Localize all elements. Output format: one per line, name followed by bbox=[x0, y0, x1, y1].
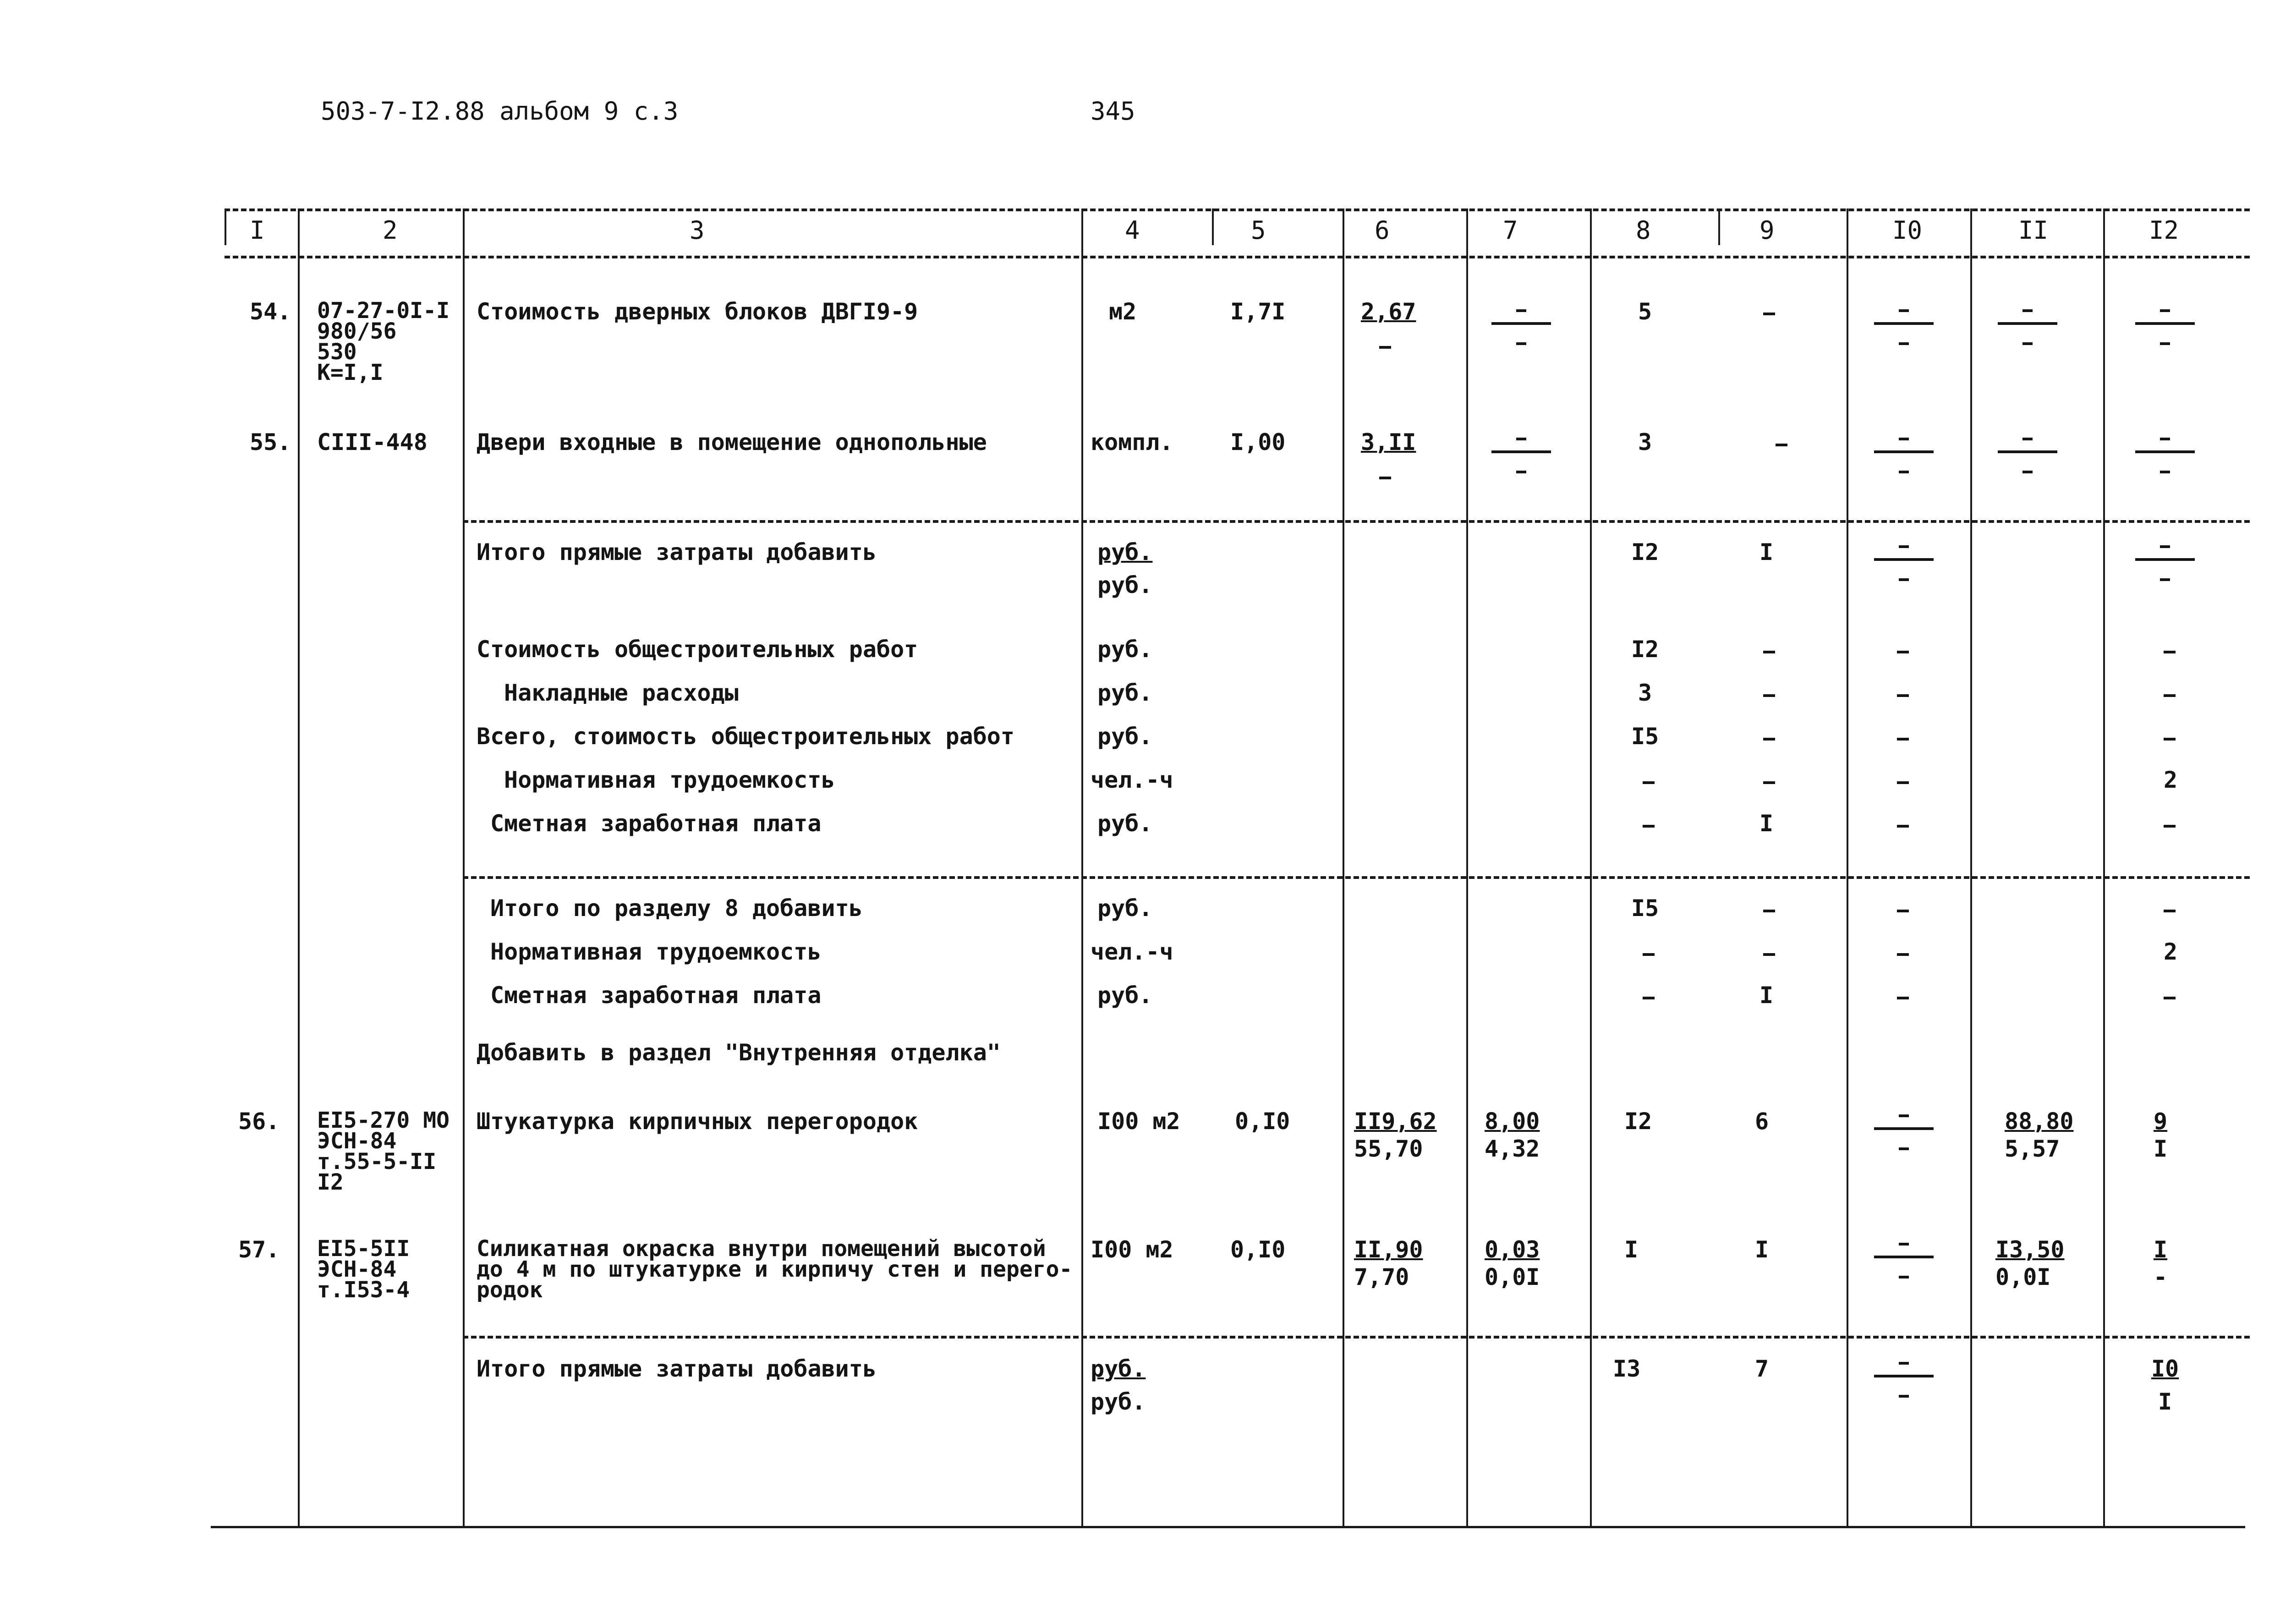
empty-mark bbox=[1897, 738, 1909, 741]
cell-c8: I2 bbox=[1624, 1108, 1652, 1135]
col-header: 2 bbox=[383, 216, 398, 245]
empty-mark bbox=[2164, 825, 2176, 828]
unit: чел.-ч bbox=[1091, 767, 1173, 793]
row-number: 55. bbox=[250, 429, 291, 455]
cell-c7-bottom: 4,32 bbox=[1485, 1136, 1540, 1162]
rate-code: 980/56 bbox=[317, 318, 397, 344]
cell-c7-top: 0,03 bbox=[1485, 1236, 1540, 1263]
page-number: 345 bbox=[1091, 97, 1135, 126]
empty-fraction bbox=[2135, 536, 2195, 587]
document-code: 503-7-I2.88 альбом 9 с.3 bbox=[321, 97, 679, 126]
empty-fraction bbox=[1874, 300, 1934, 351]
col-header: I0 bbox=[1892, 216, 1923, 245]
cell-c8: 3 bbox=[1638, 429, 1652, 455]
col-header: 9 bbox=[1759, 216, 1775, 245]
row-number: 54. bbox=[250, 298, 291, 325]
work-name: Стоимость дверных блоков ДВГI9-9 bbox=[477, 298, 918, 325]
empty-mark bbox=[1897, 694, 1909, 697]
summary-label: Всего, стоимость общестроительных работ bbox=[477, 723, 1014, 750]
empty-mark bbox=[1897, 910, 1909, 912]
empty-fraction bbox=[1874, 1353, 1934, 1403]
col-header: II bbox=[2018, 216, 2049, 245]
cell-c11-bottom: 5,57 bbox=[2005, 1136, 2060, 1162]
empty-mark bbox=[1643, 953, 1655, 956]
summary-label: Нормативная трудоемкость bbox=[504, 767, 835, 793]
cell-c6-top: II9,62 bbox=[1354, 1108, 1437, 1135]
cell-c9: 6 bbox=[1755, 1108, 1769, 1135]
unit: руб. bbox=[1097, 539, 1153, 565]
empty-mark bbox=[1763, 953, 1775, 956]
row-number: 57. bbox=[238, 1236, 280, 1263]
cell-c12-bottom: I bbox=[2154, 1136, 2168, 1162]
col-header: 8 bbox=[1636, 216, 1651, 245]
summary-label: Сметная заработная плата bbox=[490, 810, 822, 837]
empty-mark bbox=[1379, 346, 1391, 349]
empty-mark bbox=[1643, 781, 1655, 784]
cell-c12: 2 bbox=[2164, 767, 2178, 793]
cell-c6: 3,II bbox=[1361, 429, 1416, 455]
cell-c8: I2 bbox=[1631, 539, 1659, 565]
summary-label: Сметная заработная плата bbox=[490, 982, 822, 1009]
unit: руб. bbox=[1097, 982, 1153, 1009]
cell-c12-top: I bbox=[2154, 1236, 2168, 1263]
unit: руб. bbox=[1097, 680, 1153, 706]
empty-mark bbox=[1763, 738, 1775, 741]
rate-code: ЭСН-84 bbox=[317, 1256, 397, 1282]
quantity: 0,I0 bbox=[1230, 1236, 1286, 1263]
empty-fraction bbox=[1874, 536, 1934, 587]
empty-mark bbox=[1897, 997, 1909, 999]
rate-code: ЕI5-270 МО bbox=[317, 1108, 449, 1133]
empty-mark bbox=[1763, 694, 1775, 697]
unit: компл. bbox=[1091, 429, 1173, 455]
empty-mark bbox=[1897, 953, 1909, 956]
section-title: Добавить в раздел "Внутренняя отделка" bbox=[477, 1039, 1001, 1066]
empty-fraction bbox=[1874, 428, 1934, 479]
cell-c12-top: 9 bbox=[2154, 1108, 2168, 1135]
empty-mark bbox=[2164, 738, 2176, 741]
cell-c6-bottom: 7,70 bbox=[1354, 1264, 1409, 1290]
empty-fraction bbox=[1491, 428, 1551, 479]
cell-c7-bottom: 0,0I bbox=[1485, 1264, 1540, 1290]
cell-c12-top: I0 bbox=[2151, 1355, 2179, 1382]
quantity: I,00 bbox=[1230, 429, 1286, 455]
unit: руб. bbox=[1091, 1355, 1146, 1382]
cell-c8: I3 bbox=[1613, 1355, 1641, 1382]
empty-mark bbox=[1379, 477, 1391, 479]
cell-c8: I5 bbox=[1631, 723, 1659, 750]
empty-mark bbox=[1763, 651, 1775, 653]
col-header: I2 bbox=[2149, 216, 2179, 245]
unit: руб. bbox=[1097, 895, 1153, 922]
empty-fraction bbox=[1998, 428, 2057, 479]
rate-code: т.55-5-II bbox=[317, 1149, 437, 1174]
cell-c11-top: I3,50 bbox=[1995, 1236, 2065, 1263]
empty-mark bbox=[2164, 694, 2176, 697]
empty-mark bbox=[1763, 313, 1775, 315]
cell-c12: 2 bbox=[2164, 938, 2178, 965]
work-name: Силикатная окраска внутри помещений высотой bbox=[477, 1236, 1046, 1262]
cell-c9: I bbox=[1759, 810, 1774, 837]
empty-mark bbox=[1643, 825, 1655, 828]
col-header: 5 bbox=[1251, 216, 1266, 245]
empty-mark bbox=[1776, 444, 1787, 446]
summary-label: Накладные расходы bbox=[504, 680, 739, 706]
unit: I00 м2 bbox=[1091, 1236, 1173, 1263]
rate-code: К=I,I bbox=[317, 360, 384, 385]
rate-code: т.I53-4 bbox=[317, 1277, 410, 1303]
empty-fraction bbox=[1998, 300, 2057, 351]
empty-mark bbox=[1897, 781, 1909, 784]
subtotal-label: Итого прямые затраты добавить bbox=[477, 539, 877, 565]
unit: руб. bbox=[1091, 1388, 1146, 1415]
cell-c8: I bbox=[1624, 1236, 1639, 1263]
empty-fraction bbox=[1491, 300, 1551, 351]
summary-label: Стоимость общестроительных работ bbox=[477, 636, 918, 663]
cell-c11-bottom: 0,0I bbox=[1995, 1264, 2051, 1290]
cell-c11-top: 88,80 bbox=[2005, 1108, 2074, 1135]
unit: м2 bbox=[1109, 298, 1137, 325]
subtotal-label: Итого прямые затраты добавить bbox=[477, 1355, 877, 1382]
col-header: 6 bbox=[1375, 216, 1390, 245]
cell-c7-top: 8,00 bbox=[1485, 1108, 1540, 1135]
rate-code: 07-27-0I-I bbox=[317, 298, 449, 324]
cell-c9: I bbox=[1759, 539, 1774, 565]
work-name: Двери входные в помещение однопольные bbox=[477, 429, 987, 455]
rate-code: СIII-448 bbox=[317, 429, 428, 455]
work-name: родок bbox=[477, 1277, 543, 1303]
empty-mark bbox=[2164, 910, 2176, 912]
summary-label: Итого по разделу 8 добавить bbox=[490, 895, 863, 922]
empty-mark bbox=[1897, 651, 1909, 653]
cell-c9: I bbox=[1759, 982, 1774, 1009]
empty-fraction bbox=[1874, 1234, 1934, 1284]
quantity: I,7I bbox=[1230, 298, 1286, 325]
rate-code: I2 bbox=[317, 1169, 344, 1195]
cell-c12-bottom: - bbox=[2154, 1264, 2168, 1290]
cell-c6-top: II,90 bbox=[1354, 1236, 1423, 1263]
work-name: до 4 м по штукатурке и кирпичу стен и перего- bbox=[477, 1256, 1073, 1282]
col-header: 7 bbox=[1503, 216, 1518, 245]
empty-mark bbox=[1763, 910, 1775, 912]
empty-fraction bbox=[2135, 428, 2195, 479]
cell-c9: 7 bbox=[1755, 1355, 1769, 1382]
row-number: 56. bbox=[238, 1108, 280, 1135]
cell-c8: I5 bbox=[1631, 895, 1659, 922]
unit: руб. bbox=[1097, 723, 1153, 750]
empty-mark bbox=[2164, 997, 2176, 999]
cell-c6-bottom: 55,70 bbox=[1354, 1136, 1423, 1162]
summary-label: Нормативная трудоемкость bbox=[490, 938, 822, 965]
cell-c8: 3 bbox=[1638, 680, 1652, 706]
rate-code: 530 bbox=[317, 339, 357, 365]
cell-c8: I2 bbox=[1631, 636, 1659, 663]
empty-mark bbox=[1763, 781, 1775, 784]
unit: I00 м2 bbox=[1097, 1108, 1180, 1135]
rate-code: ЭСН-84 bbox=[317, 1128, 397, 1154]
unit: руб. bbox=[1097, 810, 1153, 837]
unit: руб. bbox=[1097, 636, 1153, 663]
rate-code: ЕI5-5II bbox=[317, 1236, 410, 1262]
cell-c8: 5 bbox=[1638, 298, 1652, 325]
col-header: 3 bbox=[690, 216, 705, 245]
empty-mark bbox=[1897, 825, 1909, 828]
col-header: I bbox=[250, 216, 265, 245]
empty-fraction bbox=[2135, 300, 2195, 351]
cell-c12-bottom: I bbox=[2158, 1388, 2172, 1415]
col-header: 4 bbox=[1125, 216, 1140, 245]
cell-c9: I bbox=[1755, 1236, 1769, 1263]
empty-mark bbox=[1643, 997, 1655, 999]
unit: чел.-ч bbox=[1091, 938, 1173, 965]
quantity: 0,I0 bbox=[1235, 1108, 1290, 1135]
cell-c6: 2,67 bbox=[1361, 298, 1416, 325]
work-name: Штукатурка кирпичных перегородок bbox=[477, 1108, 918, 1135]
empty-mark bbox=[2164, 651, 2176, 653]
unit: руб. bbox=[1097, 572, 1153, 598]
empty-fraction bbox=[1874, 1105, 1934, 1156]
